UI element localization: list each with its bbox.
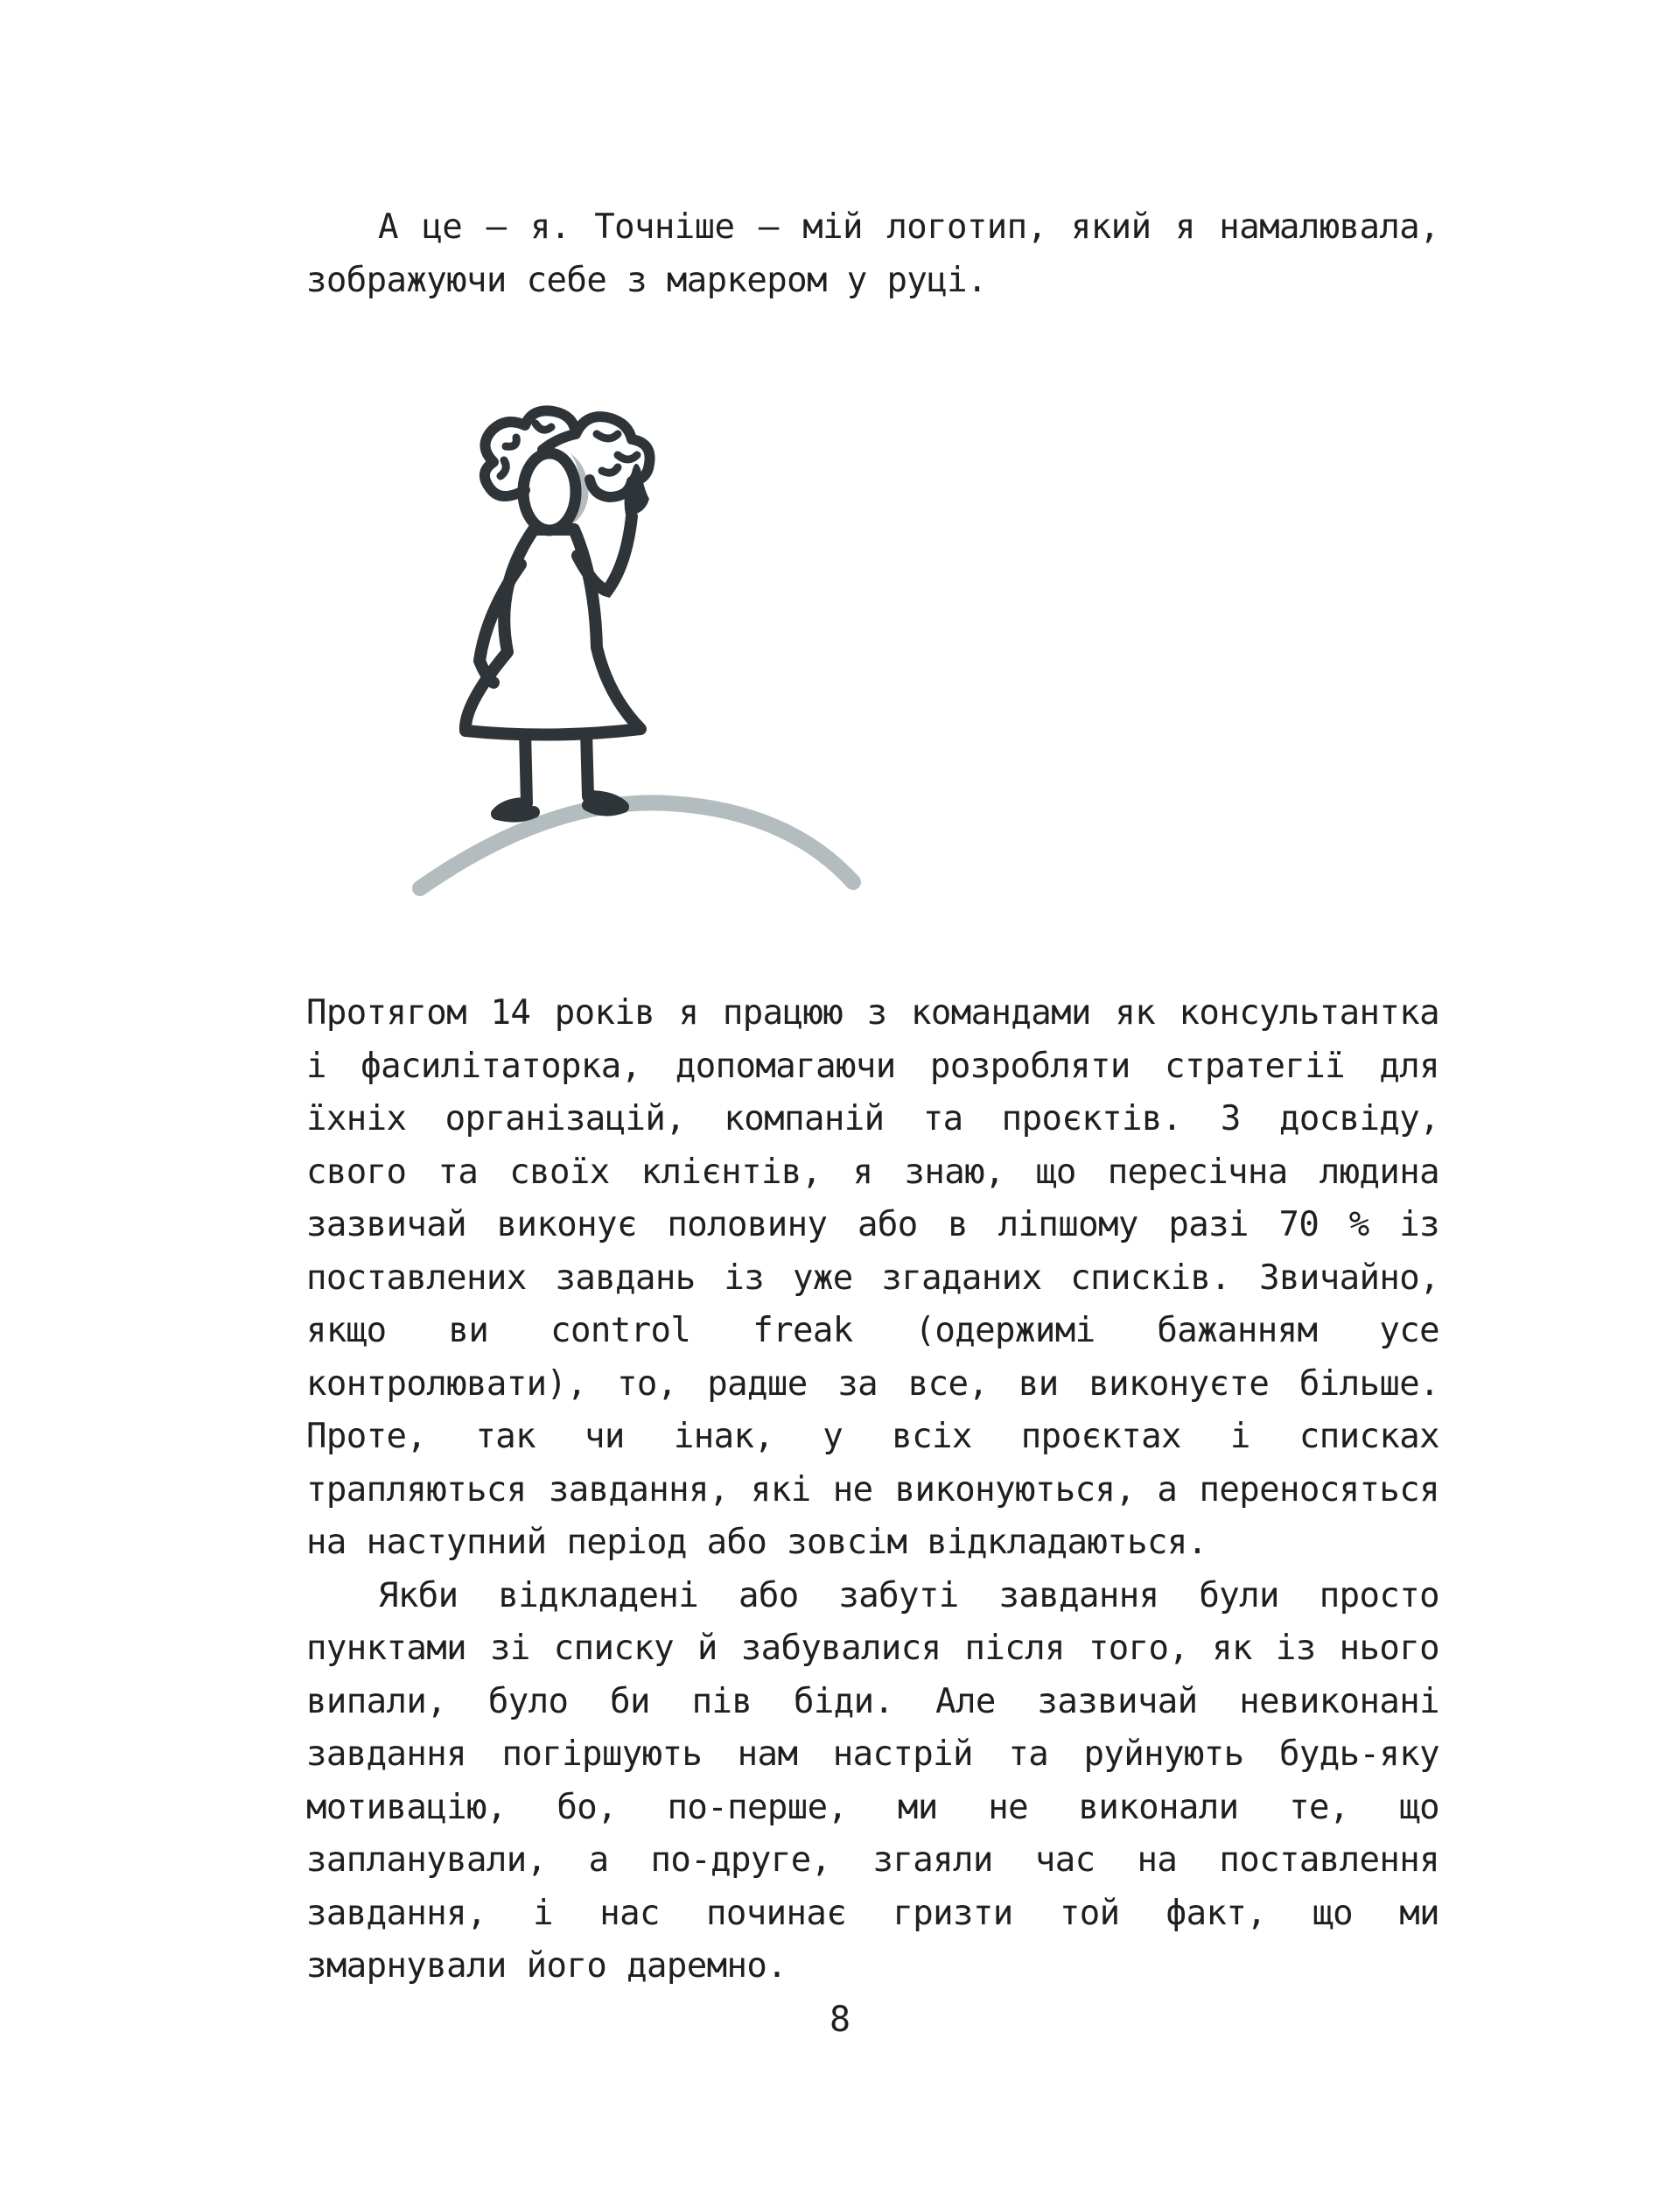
main-text (306, 987, 1439, 1993)
paragraph-2: Якби відкладені або забуті завдання були просто пунктами зі списку й забувалися після того, як із нього випали, було би пів біди. Але зазвичай невиконані завдання погіршують нам настрій та руйнують будь-яку мотивацію, бо, по-перше, ми не виконали те, що запланували, а по-друге, згаяли час на поставлення завдання, і нас починає гризти той факт, що ми змарнували його даремно. (306, 1575, 1439, 1986)
left-leg (497, 731, 534, 816)
logo-illustration (402, 385, 892, 910)
intro-text (306, 201, 1439, 307)
paragraph-1: Протягом 14 років я працюю з командами як консультантка і фасилітаторка, допомагаючи розробляти стратегії для їхніх організацій, компаній та проєктів. З досвіду, свого та своїх клієнтів, я знаю, що пересічна людина зазвичай виконує половину або в ліпшому разі 70 % із поставлених завдань із уже згаданих списків. Звичайно, якщо ви control freak (одержимі бажанням усе контролювати), то, радше за все, ви виконуєте більше. Проте, так чи інак, у всіх проєктах і списках трапляються завдання, які не виконуються, а переносяться на наступний період або зовсім відкладаються. (306, 993, 1439, 1562)
intro-paragraph: А це — я. Точніше — мій логотип, який я намалювала, зображуючи себе з маркером у руці. (306, 207, 1439, 300)
ground-arc (420, 802, 853, 888)
page-number: 8 (829, 2000, 851, 2040)
head (523, 453, 576, 530)
right-leg (586, 731, 623, 810)
stick-figure-woman-icon (402, 385, 892, 910)
